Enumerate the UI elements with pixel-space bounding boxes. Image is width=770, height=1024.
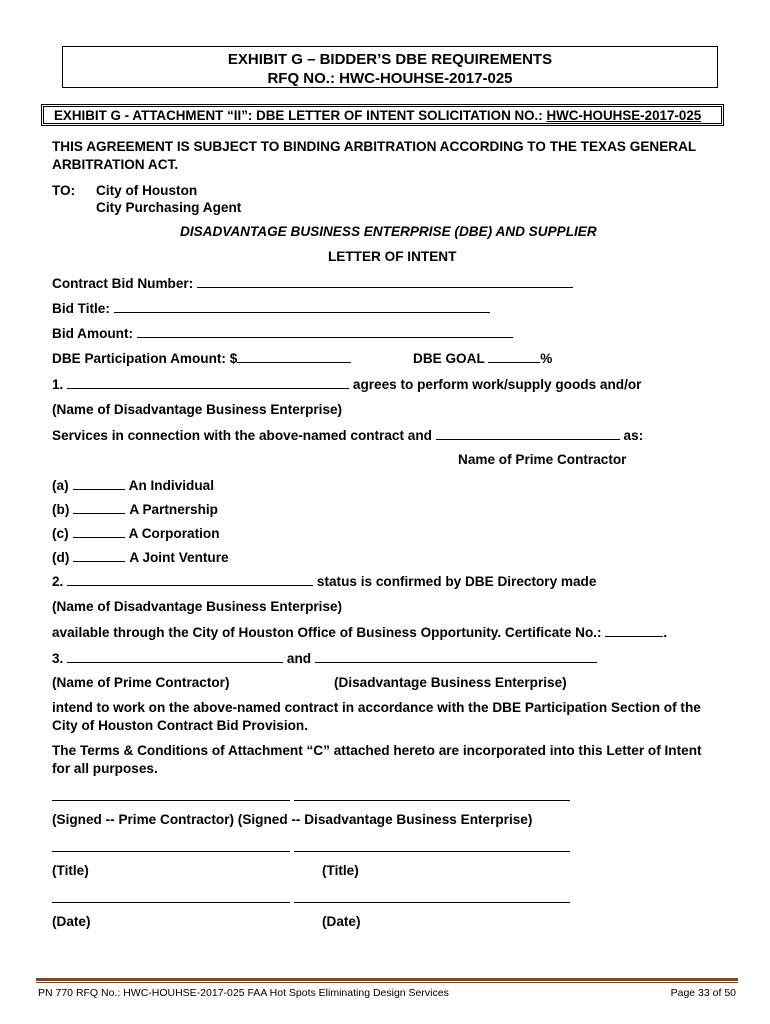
- entity-option-blank[interactable]: [73, 549, 125, 562]
- dbe-goal-blank[interactable]: [488, 350, 540, 363]
- entity-option-label: An Individual: [128, 478, 214, 493]
- entity-option-blank[interactable]: [73, 477, 125, 490]
- date-caption-left: (Date): [52, 914, 91, 929]
- signatures-caption: (Signed -- Prime Contractor) (Signed -- Disadvantage Business Enterprise): [52, 812, 533, 827]
- entity-option-row: [52, 477, 214, 493]
- terms-line-1: The Terms & Conditions of Attachment “C” attached hereto are incorporated into this Letter of Intent: [52, 743, 702, 758]
- dbe-date-line[interactable]: [294, 902, 570, 903]
- prime-contractor-blank[interactable]: [436, 427, 620, 440]
- entity-option-label: A Partnership: [129, 502, 218, 517]
- item-1-dbe-name-blank[interactable]: [67, 376, 349, 389]
- letter-title: LETTER OF INTENT: [328, 249, 457, 264]
- entity-option-letter: (a): [52, 478, 69, 493]
- exhibit-title: EXHIBIT G – BIDDER’S DBE REQUIREMENTS: [227, 51, 553, 68]
- agreement-line-2: ARBITRATION ACT.: [52, 157, 179, 172]
- bid-title-label: Bid Title:: [52, 301, 110, 316]
- dbe-participation-label: DBE Participation Amount: $: [52, 351, 238, 366]
- item-2-number: 2.: [52, 574, 64, 589]
- terms-line-2: for all purposes.: [52, 761, 158, 776]
- bid-title-field: [52, 300, 490, 316]
- bid-amount-label: Bid Amount:: [52, 326, 134, 341]
- certificate-number-blank[interactable]: [605, 624, 663, 637]
- entity-option-label: A Joint Venture: [129, 550, 229, 565]
- item-3-row: [52, 650, 597, 666]
- entity-option-label: A Corporation: [128, 526, 220, 541]
- percent-sign: %: [540, 351, 553, 366]
- bid-amount-field: [52, 325, 513, 341]
- footer-rule: [36, 978, 738, 981]
- item-3-and: and: [286, 651, 312, 666]
- exhibit-header-box: [62, 46, 718, 88]
- to-recipient-city: City of Houston: [96, 183, 198, 198]
- dbe-participation-blank[interactable]: [237, 350, 351, 363]
- certificate-period: .: [663, 625, 668, 640]
- attachment-header-box: [41, 104, 724, 126]
- entity-option-row: [52, 501, 218, 517]
- dbe-participation-field: [52, 350, 351, 366]
- item-1-number: 1.: [52, 377, 64, 392]
- entity-option-blank[interactable]: [73, 525, 125, 538]
- title-caption-right: (Title): [322, 863, 359, 878]
- attachment-title: EXHIBIT G - ATTACHMENT “II”: DBE LETTER OF INTENT SOLICITATION NO.:: [54, 108, 547, 123]
- bid-title-blank[interactable]: [114, 300, 490, 313]
- footer-page-number: Page 33 of 50: [670, 987, 736, 999]
- entity-option-row: [52, 525, 220, 541]
- to-label: TO:: [52, 183, 76, 198]
- contract-bid-number-field: [52, 275, 573, 291]
- dbe-signature-line[interactable]: [294, 800, 570, 801]
- entity-option-letter: (c): [52, 526, 69, 541]
- certificate-row: [52, 624, 667, 640]
- item-2-dbe-name-blank[interactable]: [67, 573, 313, 586]
- title-caption-left: (Title): [52, 863, 89, 878]
- prime-title-line[interactable]: [52, 851, 290, 852]
- item-2-caption: (Name of Disadvantage Business Enterprise): [52, 599, 343, 614]
- solicitation-number: HWC-HOUHSE-2017-025: [546, 108, 702, 123]
- entity-option-letter: (d): [52, 550, 70, 565]
- entity-option-letter: (b): [52, 502, 70, 517]
- prime-signature-line[interactable]: [52, 800, 290, 801]
- entity-option-row: [52, 549, 229, 565]
- item-2-text: status is confirmed by DBE Directory made: [316, 574, 597, 589]
- contract-bid-number-blank[interactable]: [197, 275, 573, 288]
- item-3-caption-prime: (Name of Prime Contractor): [52, 675, 230, 690]
- item-1-caption: (Name of Disadvantage Business Enterprise): [52, 402, 343, 417]
- prime-contractor-caption: Name of Prime Contractor: [458, 452, 627, 467]
- footer-rule-thin: [36, 982, 738, 983]
- item-3-caption-dbe: (Disadvantage Business Enterprise): [334, 675, 567, 690]
- item-3-prime-blank[interactable]: [67, 650, 283, 663]
- dbe-goal-label: DBE GOAL: [413, 351, 485, 366]
- services-as: as:: [623, 428, 644, 443]
- item-3-dbe-blank[interactable]: [315, 650, 597, 663]
- item-3-number: 3.: [52, 651, 64, 666]
- footer-document-info: PN 770 RFQ No.: HWC-HOUHSE-2017-025 FAA Hot Spots Eliminating Design Services: [38, 987, 449, 999]
- form-subtitle: DISADVANTAGE BUSINESS ENTERPRISE (DBE) AND SUPPLIER: [180, 224, 597, 239]
- intend-line-1: intend to work on the above-named contract in accordance with the DBE Participation Section of the: [52, 700, 701, 715]
- entity-option-blank[interactable]: [73, 501, 125, 514]
- bid-amount-blank[interactable]: [137, 325, 513, 338]
- dbe-goal-field: [413, 350, 552, 366]
- intend-line-2: City of Houston Contract Bid Provision.: [52, 718, 309, 733]
- date-caption-right: (Date): [322, 914, 361, 929]
- agreement-line-1: THIS AGREEMENT IS SUBJECT TO BINDING ARBITRATION ACCORDING TO THE TEXAS GENERAL: [52, 139, 697, 154]
- item-1-text: agrees to perform work/supply goods and/or: [352, 377, 642, 392]
- item-2-row: [52, 573, 596, 589]
- services-text: Services in connection with the above-named contract and: [52, 428, 432, 443]
- certificate-text: available through the City of Houston Office of Business Opportunity. Certificate No.:: [52, 625, 602, 640]
- to-recipient-agent: City Purchasing Agent: [96, 200, 242, 215]
- rfq-number: RFQ NO.: HWC-HOUHSE-2017-025: [267, 70, 513, 87]
- item-1-row: [52, 376, 641, 392]
- services-row: [52, 427, 643, 443]
- prime-date-line[interactable]: [52, 902, 290, 903]
- contract-bid-number-label: Contract Bid Number:: [52, 276, 194, 291]
- dbe-title-line[interactable]: [294, 851, 570, 852]
